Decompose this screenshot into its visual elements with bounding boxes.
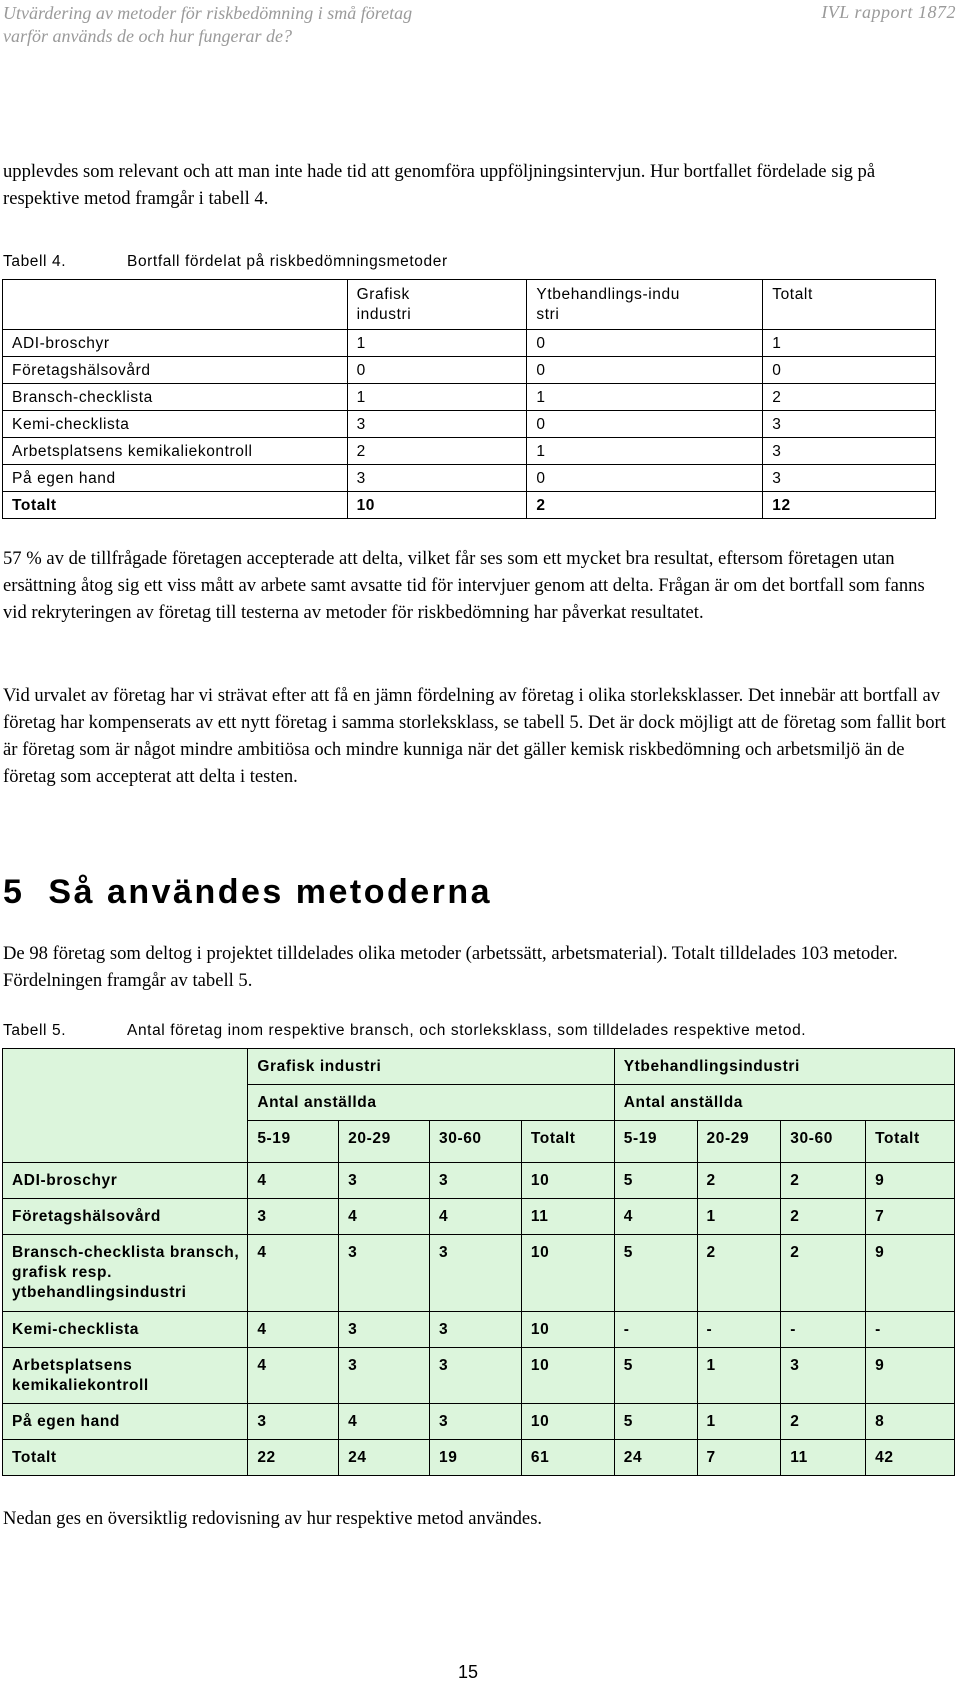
table5-row-label: Arbetsplatsens kemikaliekontroll — [3, 1348, 248, 1404]
table4-cell: 0 — [527, 465, 763, 492]
table5-cell: - — [866, 1312, 955, 1348]
running-header-report: IVL rapport 1872 — [821, 2, 956, 22]
table5-row-label: Företagshälsovård — [3, 1199, 248, 1235]
table4-cell: Bransch-checklista — [3, 384, 348, 411]
table5-cell: 5 — [614, 1404, 697, 1440]
table5-cell: 1 — [697, 1199, 781, 1235]
table5 — [2, 1048, 955, 1476]
table4-header-text: Ytbehandlings-industri — [536, 286, 680, 323]
table5-cell: 10 — [521, 1404, 614, 1440]
table5-caption-text: Antal företag inom respektive bransch, och storleksklass, som tilldelades respektive metod. — [127, 1022, 807, 1039]
table5-cell: 42 — [866, 1440, 955, 1476]
table5-group-header: Grafisk industri — [248, 1049, 614, 1085]
table5-cell: 3 — [430, 1312, 522, 1348]
table4-total-row — [3, 492, 936, 519]
table5-cell: 9 — [866, 1163, 955, 1199]
table4-cell: Kemi-checklista — [3, 411, 348, 438]
table-row — [3, 438, 936, 465]
header-title-line2: varför används de och hur fungerar de? — [3, 26, 292, 46]
table5-cell: 11 — [781, 1440, 866, 1476]
table-row — [3, 384, 936, 411]
table4-header-row — [3, 280, 936, 330]
table4-cell: ADI-broschyr — [3, 330, 348, 357]
table5-cell: 2 — [781, 1235, 866, 1312]
paragraph-participation: 57 % av de tillfrågade företagen accepterade att delta, vilket får ses som ett mycket bra resultat, eftersom företagen utan ersättning åtog sig ett viss mått av arbete samt avsatte tid för intervjuer genom att delta. Frågan är om det bortfall som fanns vid rekryteringen av företag till testerna av metoder för riskbedömning har påverkat resultatet. — [3, 548, 925, 623]
table5-cell: 2 — [781, 1404, 866, 1440]
table5-cell: 3 — [430, 1163, 522, 1199]
table5-caption-number: Tabell 5. — [3, 1022, 67, 1039]
table4-cell: Arbetsplatsens kemikaliekontroll — [3, 438, 348, 465]
table-row — [3, 357, 936, 384]
table5-cell: 61 — [521, 1440, 614, 1476]
table5-cell: 10 — [521, 1312, 614, 1348]
table5-cell: 3 — [339, 1312, 430, 1348]
table5-row-label: ADI-broschyr — [3, 1163, 248, 1199]
table4-total-cell: Totalt — [3, 492, 348, 519]
table5-cell: 4 — [430, 1199, 522, 1235]
table4-header-text: Grafisk industri — [356, 286, 412, 323]
table4-cell: 3 — [347, 465, 527, 492]
table5-cell: 3 — [430, 1348, 522, 1404]
table-row — [3, 1404, 955, 1440]
table5-sub-header: Antal anställda — [614, 1085, 954, 1121]
table4-header-cell — [527, 280, 763, 330]
table5-cell: 2 — [781, 1163, 866, 1199]
table4-cell: På egen hand — [3, 465, 348, 492]
table5-cell: 10 — [521, 1163, 614, 1199]
table5-column-header: 30-60 — [430, 1121, 522, 1163]
table5-total-row — [3, 1440, 955, 1476]
table5-cell: 10 — [521, 1348, 614, 1404]
table-row — [3, 1163, 955, 1199]
table5-cell: 11 — [521, 1199, 614, 1235]
table4-header-cell: Totalt — [763, 280, 936, 330]
table4-cell: Företagshälsovård — [3, 357, 348, 384]
section-number: 5 — [3, 873, 25, 911]
table5-cell: - — [697, 1312, 781, 1348]
running-header-title — [3, 2, 412, 48]
table5-cell: 24 — [614, 1440, 697, 1476]
table5-corner-cell — [3, 1049, 248, 1163]
table5-group-header: Ytbehandlingsindustri — [614, 1049, 954, 1085]
table5-cell: 3 — [430, 1404, 522, 1440]
table5-cell: 4 — [248, 1163, 339, 1199]
table5-cell: 10 — [521, 1235, 614, 1312]
table5-cell: 1 — [697, 1348, 781, 1404]
table5-cell: 1 — [697, 1404, 781, 1440]
table5-cell: 8 — [866, 1404, 955, 1440]
table5-cell: 19 — [430, 1440, 522, 1476]
table5-cell: 3 — [248, 1199, 339, 1235]
table5-cell: 9 — [866, 1348, 955, 1404]
table5-cell: 3 — [430, 1235, 522, 1312]
table5-sub-header: Antal anställda — [248, 1085, 614, 1121]
table4-cell: 2 — [763, 384, 936, 411]
table4-total-cell: 2 — [527, 492, 763, 519]
table5-cell: 7 — [866, 1199, 955, 1235]
table4-cell: 0 — [763, 357, 936, 384]
table5-row-label: Kemi-checklista — [3, 1312, 248, 1348]
table4-caption-number: Tabell 4. — [3, 253, 67, 270]
paragraph-methods: De 98 företag som deltog i projektet tilldelades olika metoder (arbetssätt, arbetsmaterial). Totalt tilldelades 103 metoder. Fördelningen framgår av tabell 5. — [3, 943, 898, 991]
table5-cell: 2 — [697, 1163, 781, 1199]
table5-cell: 3 — [781, 1348, 866, 1404]
table4-cell: 0 — [527, 330, 763, 357]
table5-cell: 4 — [339, 1199, 430, 1235]
table5-column-header: Totalt — [866, 1121, 955, 1163]
table5-cell: 4 — [248, 1348, 339, 1404]
table4-cell: 0 — [527, 411, 763, 438]
table5-row-label: På egen hand — [3, 1404, 248, 1440]
table5-group-row — [3, 1049, 955, 1085]
table4-total-cell: 10 — [347, 492, 527, 519]
page-number: 15 — [458, 1662, 479, 1682]
table5-cell: 5 — [614, 1348, 697, 1404]
intro-paragraph: upplevdes som relevant och att man inte hade tid att genomföra uppföljningsintervjun. Hur bortfallet fördelade sig på respektive metod framgår i tabell 4. — [3, 161, 876, 209]
table5-cell: 4 — [248, 1312, 339, 1348]
table5-row-label: Bransch-checklista bransch, grafisk resp. ytbehandlingsindustri — [3, 1235, 248, 1312]
table5-column-header: 30-60 — [781, 1121, 866, 1163]
table5-cell: 3 — [248, 1404, 339, 1440]
table4-cell: 3 — [763, 438, 936, 465]
table5-cell: 4 — [248, 1235, 339, 1312]
table5-column-header: 5-19 — [614, 1121, 697, 1163]
table4-cell: 2 — [347, 438, 527, 465]
table4-cell: 1 — [347, 384, 527, 411]
table4-cell: 1 — [763, 330, 936, 357]
table5-caption — [3, 1022, 806, 1040]
table5-cell: 3 — [339, 1235, 430, 1312]
table-row — [3, 465, 936, 492]
table4 — [2, 279, 936, 519]
table4-cell: 3 — [763, 465, 936, 492]
table4-total-cell: 12 — [763, 492, 936, 519]
section-heading — [3, 873, 492, 912]
table5-cell: 4 — [614, 1199, 697, 1235]
table4-header-cell — [347, 280, 527, 330]
table4-cell: 0 — [527, 357, 763, 384]
table4-cell: 3 — [763, 411, 936, 438]
table-row — [3, 1199, 955, 1235]
table5-cell: - — [781, 1312, 866, 1348]
table4-caption-text: Bortfall fördelat på riskbedömningsmetoder — [127, 253, 448, 270]
table5-cell: 5 — [614, 1235, 697, 1312]
table5-cell: 2 — [781, 1199, 866, 1235]
table5-column-header: 5-19 — [248, 1121, 339, 1163]
table4-header-cell — [3, 280, 348, 330]
section-title: Så användes metoderna — [48, 873, 493, 911]
paragraph-overview: Nedan ges en översiktlig redovisning av hur respektive metod användes. — [3, 1508, 543, 1529]
table-row — [3, 330, 936, 357]
table5-cell: 3 — [339, 1348, 430, 1404]
table-row — [3, 1312, 955, 1348]
table5-cell: 22 — [248, 1440, 339, 1476]
table5-cell: 7 — [697, 1440, 781, 1476]
table4-cell: 1 — [527, 438, 763, 465]
table4-cell: 0 — [347, 357, 527, 384]
table4-cell: 1 — [347, 330, 527, 357]
table5-cell: 3 — [339, 1163, 430, 1199]
table5-cell: - — [614, 1312, 697, 1348]
table4-cell: 3 — [347, 411, 527, 438]
table-row — [3, 1348, 955, 1404]
table5-cell: 24 — [339, 1440, 430, 1476]
table4-caption — [3, 253, 448, 271]
table5-column-header: 20-29 — [697, 1121, 781, 1163]
table5-cell: 5 — [614, 1163, 697, 1199]
paragraph-selection: Vid urvalet av företag har vi strävat efter att få en jämn fördelning av företag i olika storleksklasser. Det innebär att bortfall av företag har kompenserats av ett nytt företag i samma storleksklass, se tabell 5. Det är dock möjligt att de företag som fallit bort är företag som är något mindre ambitiösa och mindre kunniga när det gäller kemisk riskbedömning och arbetsmiljö än de företag som accepterat att delta i testen. — [3, 685, 946, 787]
header-title-line1: Utvärdering av metoder för riskbedömning i små företag — [3, 3, 413, 23]
table5-cell: 9 — [866, 1235, 955, 1312]
table5-cell: 2 — [697, 1235, 781, 1312]
table5-cell: 4 — [339, 1404, 430, 1440]
table5-column-header: 20-29 — [339, 1121, 430, 1163]
table4-cell: 1 — [527, 384, 763, 411]
table5-row-label: Totalt — [3, 1440, 248, 1476]
table5-column-header: Totalt — [521, 1121, 614, 1163]
table-row — [3, 1235, 955, 1312]
table-row — [3, 411, 936, 438]
